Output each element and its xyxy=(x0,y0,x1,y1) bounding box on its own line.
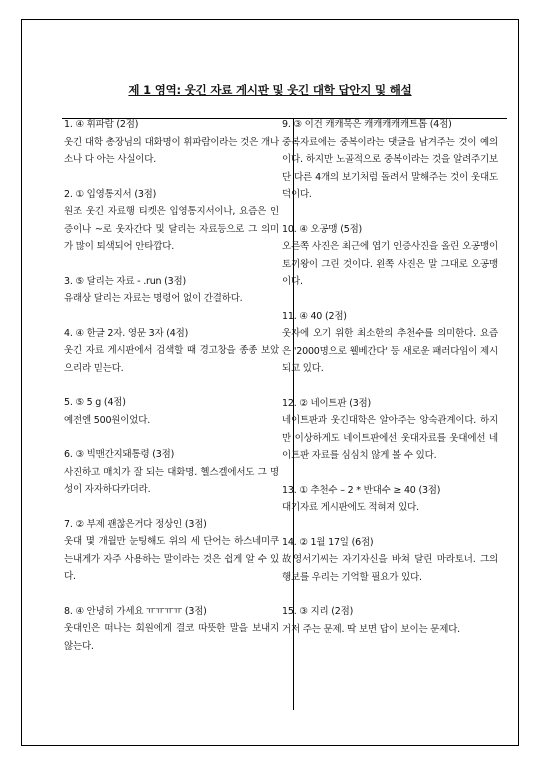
right-column xyxy=(282,116,498,638)
answer-item-15 xyxy=(282,603,498,638)
answer-heading: 4. ④ 한글 2자. 영문 3자 (4점) xyxy=(64,327,189,339)
answer-item-11 xyxy=(282,308,498,378)
answer-explanation: 원조 웃긴 자료행 티켓은 입영통지서이나, 요즘은 인증이나 ~로 웃자간다 및 달리는 자료등으로 그 의미가 많이 퇴색되어 안타깝다. xyxy=(64,206,279,252)
answer-item-14 xyxy=(282,534,498,587)
answer-item-13 xyxy=(282,482,498,517)
answer-explanation: 사진하고 매치가 잘 되는 대화명. 헬스겔에서도 그 명성이 자자하다카더라. xyxy=(64,466,279,495)
answer-item-3 xyxy=(64,273,279,308)
answer-heading: 1. ④ 휘파람 (2점) xyxy=(64,119,139,130)
answer-item-7 xyxy=(64,516,279,586)
answer-heading: 9. ③ 이건 캐캐묵은 캐캐캐캐캐트톱 (4점) xyxy=(282,119,452,130)
answer-explanation: 웃긴 자료 게시판에서 검색할 때 경고창을 종종 보았으리라 믿는다. xyxy=(64,345,279,374)
answer-item-8 xyxy=(64,603,279,656)
answer-item-10 xyxy=(282,221,498,291)
answer-heading: 5. ⑤ 5 g (4점) xyxy=(64,397,126,408)
answer-item-2 xyxy=(64,186,279,256)
answer-heading: 3. ⑤ 달리는 자료 - .run (3점) xyxy=(64,275,187,287)
answer-explanation: 예전엔 500원이었다. xyxy=(64,414,151,426)
answer-heading: 10. ④ 오공맹 (5점) xyxy=(282,223,363,235)
answer-explanation: 유래상 달리는 자료는 명령어 없이 간결하다. xyxy=(64,293,243,304)
answer-explanation: 오른쪽 사진은 최근에 엽기 인증사진을 올린 오공맹이 토끼왕이 그린 것이다. 왼쪽 사진은 말 그대로 오공맹이다. xyxy=(282,241,498,287)
answer-heading: 13. ① 추천수 – 2 * 반대수 ≥ 40 (3점) xyxy=(282,484,441,496)
answer-explanation: 웃긴 대학 총장님의 대화명이 휘파람이라는 것은 개나 소나 다 아는 사실이다. xyxy=(64,136,279,165)
answer-heading: 11. ④ 40 (2점) xyxy=(282,310,347,322)
answer-heading: 14. ② 1월 17일 (6점) xyxy=(282,536,374,548)
answer-heading: 7. ② 부제 괜찮은거다 정상인 (3점) xyxy=(64,518,207,530)
answer-explanation: 네이트판과 웃긴대학은 알아주는 앙숙관계이다. 하지만 이상하게도 네이트판에선 웃대자료를 웃대에선 네이트판 자료를 심심치 않게 볼 수 있다. xyxy=(282,415,498,461)
page-title: 제 1 영역: 웃긴 자료 게시판 및 웃긴 대학 답안지 및 해설 xyxy=(128,83,412,97)
answer-item-6 xyxy=(64,446,279,499)
answer-heading: 15. ③ 지리 (2점) xyxy=(282,606,354,617)
answer-heading: 12. ② 네이트판 (3점) xyxy=(282,397,372,409)
answer-item-12 xyxy=(282,395,498,465)
answer-explanation: 웃자에 오기 위한 최소한의 추천수를 의미한다. 요즘은 '2000명으로 웰베간다' 등 새로운 패러다임이 제시되고 있다. xyxy=(282,328,498,374)
answer-explanation: 웃대인은 떠나는 회원에게 결코 따뜻한 말을 보내지 않는다. xyxy=(64,623,279,652)
answer-item-4 xyxy=(64,325,279,378)
left-column xyxy=(64,116,279,655)
answer-heading: 2. ① 입영통지서 (3점) xyxy=(64,188,157,200)
answer-heading: 8. ④ 안녕히 가세요 ㅠㅠㅠㅠ (3점) xyxy=(64,605,207,617)
answer-explanation: 웃대 몇 개월만 눈팅해도 위의 세 단어는 하스네미쿠는내게가 자주 사용하는 말이라는 것은 쉽게 알 수 있다. xyxy=(64,536,279,582)
answer-item-9 xyxy=(282,116,498,204)
answer-explanation: 거저 주는 문제. 딱 보면 답이 보이는 문제다. xyxy=(282,623,460,635)
answer-explanation: 대기자료 게시판에도 적혀져 있다. xyxy=(282,502,419,513)
answer-item-5 xyxy=(64,394,279,429)
answer-item-1 xyxy=(64,116,279,169)
answer-heading: 6. ③ 빅맨간지돼통령 (3점) xyxy=(64,449,175,460)
answer-explanation: 故영서기씨는 자기자신을 바쳐 달린 마라토너. 그의 행보를 우리는 기억할 필요가 있다. xyxy=(282,554,498,583)
answer-explanation: 중복자료에는 중복이라는 댓글을 남겨주는 것이 예의이다. 하지만 노골적으로 중복이라는 것을 알려주기보단 다른 4개의 보기처럼 돌려서 말해주는 것이 웃대도덕이다. xyxy=(282,136,498,200)
